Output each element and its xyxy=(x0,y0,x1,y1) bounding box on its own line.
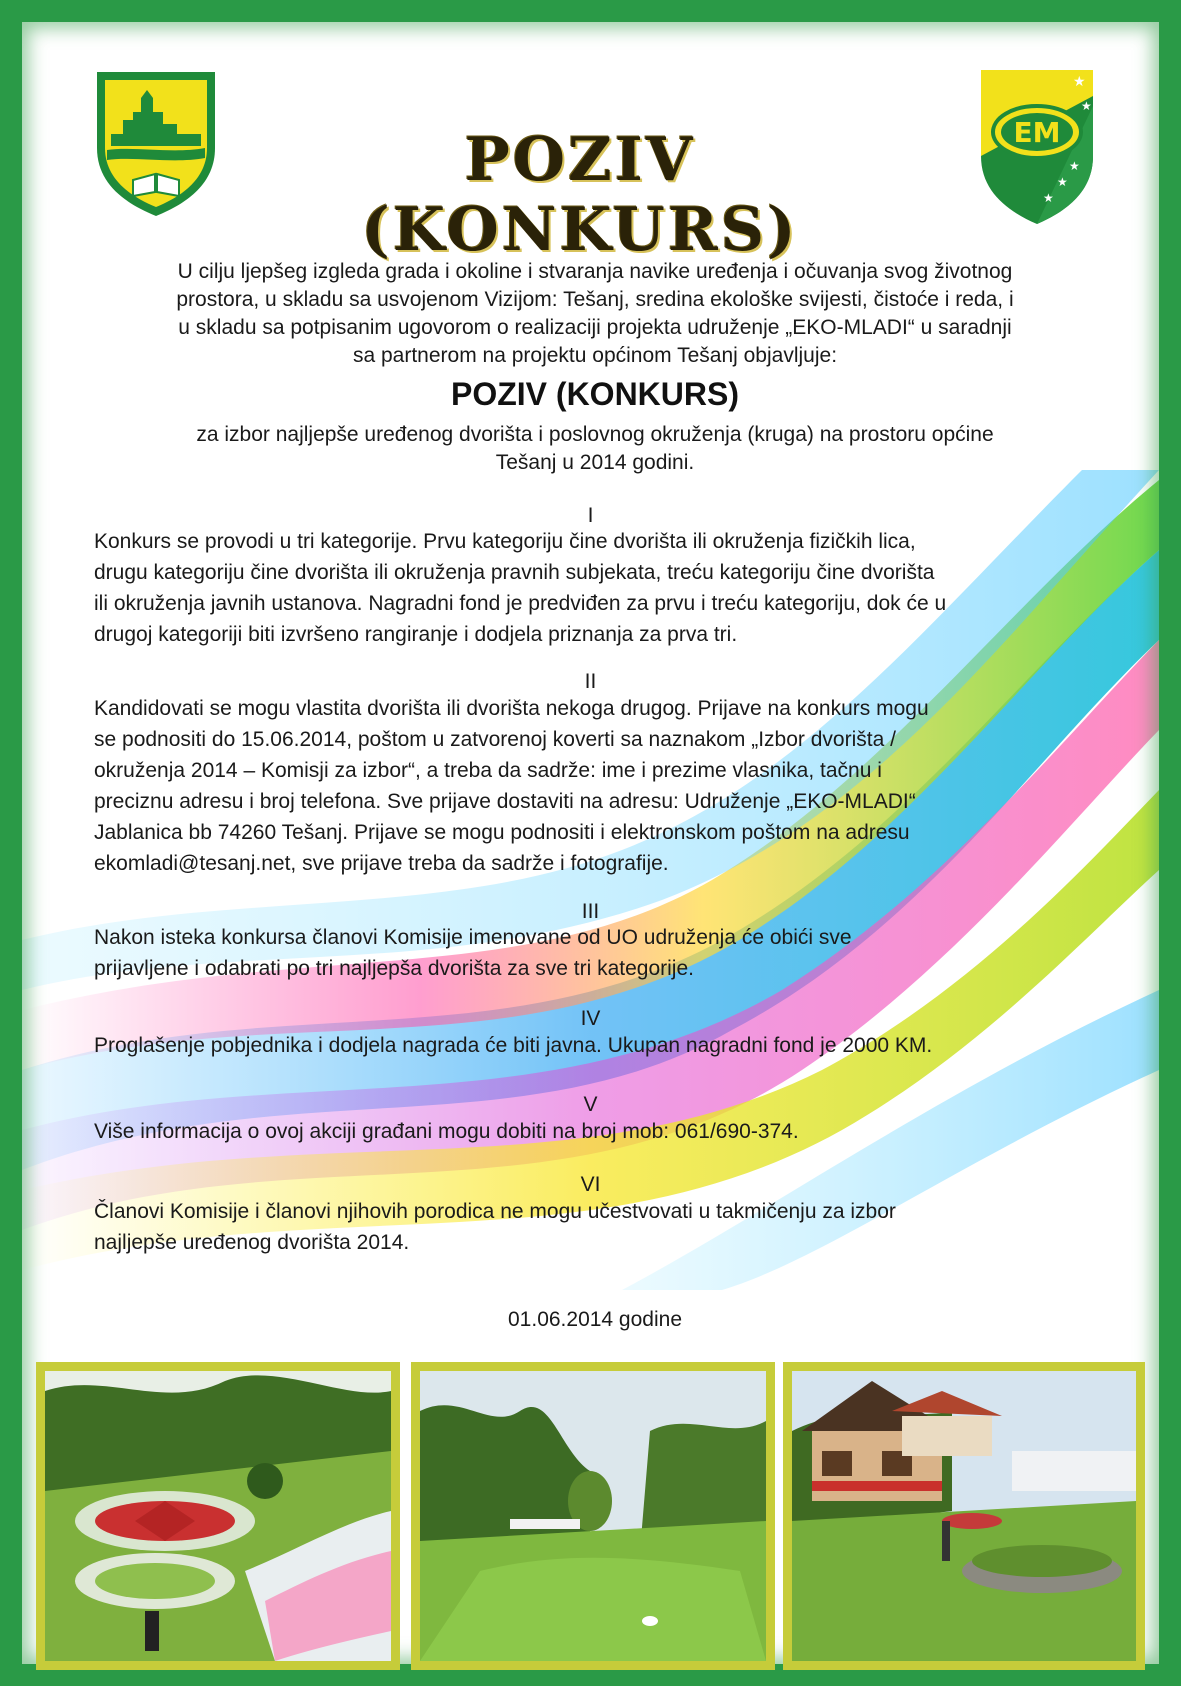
main-title: POZIV (KONKURS) xyxy=(361,125,799,266)
section-line: Konkurs se provodi u tri kategorije. Prvu kategoriju čine dvorišta ili okruženja fizičkih lica, xyxy=(94,530,916,553)
garden-photo-flowerbeds xyxy=(36,1362,400,1670)
section-text-3 xyxy=(94,922,1094,984)
section-number-5: V xyxy=(583,1093,598,1116)
section-text-6 xyxy=(94,1196,1094,1258)
section-text-4 xyxy=(94,1030,1094,1061)
publication-date: 01.06.2014 godine xyxy=(508,1308,682,1331)
garden-photo-lawn xyxy=(411,1362,775,1670)
svg-text:★: ★ xyxy=(1043,191,1054,205)
intro-line: u skladu sa potpisanim ugovorom o realizaciji projekta udruženje „EKO-MLADI“ u saradnji xyxy=(178,316,1012,339)
tesanj-municipality-crest-logo xyxy=(93,68,219,218)
intro-line: sa partnerom na projektu općinom Tešanj objavljuje: xyxy=(352,344,838,367)
section-title: POZIV (KONKURS) xyxy=(451,376,739,412)
section-line: ekomladi@tesanj.net, sve prijave treba da sadrže i fotografije. xyxy=(94,852,669,875)
section-number-2: II xyxy=(584,670,597,693)
section-line: preciznu adresu i broj telefona. Sve prijave dostaviti na adresu: Udruženje „EKO-MLADI“ xyxy=(94,790,916,813)
section-text-5 xyxy=(94,1116,1094,1147)
section-line: Više informacija o ovoj akciji građani mogu dobiti na broj mob: 061/690-374. xyxy=(94,1120,799,1143)
section-line: drugoj kategoriji biti izvršeno rangiranje i dodjela priznanja za prva tri. xyxy=(94,623,738,646)
section-line: ili okruženja javnih ustanova. Nagradni fond je predviđen za prvu i treću kategoriju, dok će u xyxy=(94,592,947,615)
subtitle-description xyxy=(110,421,1080,477)
subtitle-description-line: Tešanj u 2014 godini. xyxy=(495,451,695,474)
section-text-2 xyxy=(94,693,1094,879)
eko-mladi-logo xyxy=(977,66,1097,226)
svg-text:★: ★ xyxy=(1057,175,1068,189)
svg-text:★: ★ xyxy=(1081,99,1092,113)
section-line: se podnositi do 15.06.2014, poštom u zatvorenoj koverti sa naznakom „Izbor dvorišta / xyxy=(94,728,896,751)
section-number-1: I xyxy=(587,504,594,527)
section-line: Kandidovati se mogu vlastita dvorišta ili dvorišta nekoga drugog. Prijave na konkurs mogu xyxy=(94,697,929,720)
section-line: okruženja 2014 – Komisji za izbor“, a treba da sadrže: ime i prezime vlasnika, tačnu i xyxy=(94,759,882,782)
garden-photo-house xyxy=(783,1362,1145,1670)
section-line: Nakon isteka konkursa članovi Komisije imenovane od UO udruženja će obići sve xyxy=(94,926,852,949)
section-line: Članovi Komisije i članovi njihovih porodica ne mogu učestvovati u takmičenju za izbor xyxy=(94,1200,896,1223)
intro-paragraph xyxy=(90,258,1100,370)
section-line: drugu kategoriju čine dvorišta ili okruženja pravnih subjekata, treću kategoriju čine dvorišta xyxy=(94,561,935,584)
section-number-4: IV xyxy=(580,1007,601,1030)
section-line: najljepše uređenog dvorišta 2014. xyxy=(94,1231,410,1254)
intro-line: U cilju ljepšeg izgleda grada i okoline i stvaranja navike uređenja i očuvanja svog životnog xyxy=(177,260,1013,283)
svg-text:★: ★ xyxy=(1069,159,1080,173)
section-number-3: III xyxy=(581,900,600,923)
section-line: Jablanica bb 74260 Tešanj. Prijave se mogu podnositi i elektronskom poštom na adresu xyxy=(94,821,910,844)
subtitle-description-line: za izbor najljepše uređenog dvorišta i poslovnog okruženja (kruga) na prostoru općine xyxy=(196,423,994,446)
section-line: Proglašenje pobjednika i dodjela nagrada će biti javna. Ukupan nagradni fond je 2000 KM. xyxy=(94,1034,933,1057)
intro-line: prostora, u skladu sa usvojenom Vizijom: Tešanj, sredina ekološke svijesti, čistoće i reda, i xyxy=(176,288,1014,311)
eko-mladi-logo-letters: EM xyxy=(1013,116,1061,149)
section-line: prijavljene i odabrati po tri najljepša dvorišta za sve tri kategorije. xyxy=(94,957,694,980)
section-number-6: VI xyxy=(580,1173,601,1196)
section-text-1 xyxy=(94,526,1094,650)
svg-text:★: ★ xyxy=(1073,74,1086,90)
